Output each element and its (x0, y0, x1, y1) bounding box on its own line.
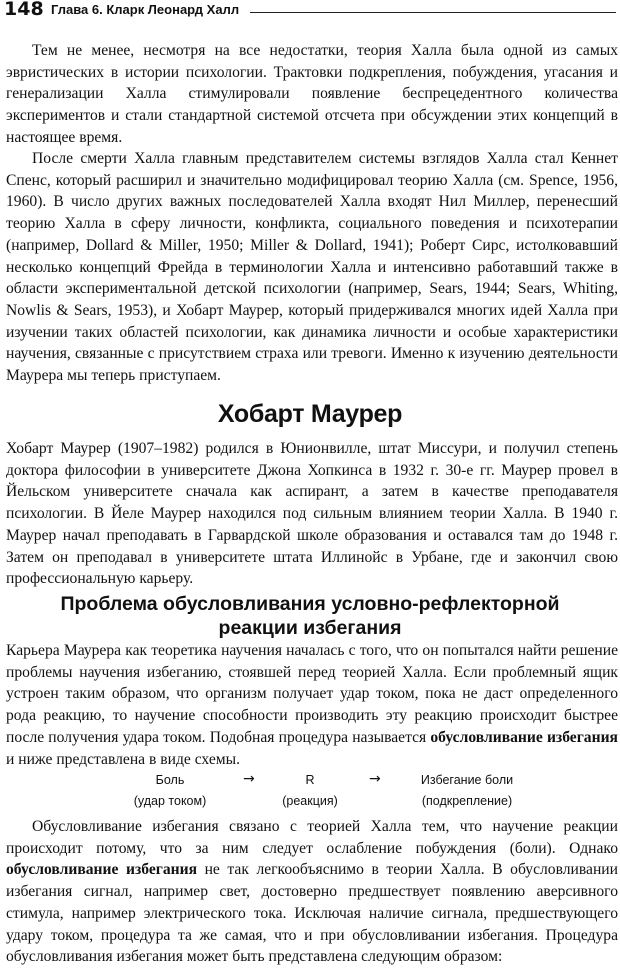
paragraph-4-text2: и ниже представлена в виде схемы. (6, 750, 240, 768)
conditioning-scheme (0, 770, 620, 812)
paragraph-5-text2: не так легкообъяснимо в теории Халла. В обусловливании избегания сигнал, например свет, достоверно предшествует появлению аверсивного стимула, например электрического тока. Исключая наличие сигнала, предшествующего удару током, процедура та же самая, что и при обусловливании избегания. Процедура обусловливания избегания может быть представлена следующим образом: (6, 861, 618, 966)
scheme-item-response-label: R (305, 773, 315, 787)
scheme-item-pain-label: Боль (155, 773, 185, 787)
term-avoidance-conditioning: обусловливание избегания (430, 728, 618, 746)
paragraph-4-text1: Карьера Маурера как теоретика научения началась с того, что он попытался найти решение проблемы научения избеганию, стоявшей перед теорией Халла. Если проблемный ящик устроен таким образом, что организм получает удар током, пока не даст определенного рода реакцию, то научение способности производить эту реакцию происходит быстрее после получения удара током. Подобная процедура называется (6, 642, 618, 746)
scheme-item-avoidance-label: Избегание боли (420, 773, 514, 787)
paragraph-5-text1: Обусловливание избегания связано с теорией Халла тем, что научение реакции происходит потому, что за ним следует ослабление побуждения (боли). Однако (6, 818, 618, 857)
scheme-item-pain-note: (удар током) (133, 794, 207, 808)
arrow-right-icon: → (369, 771, 381, 787)
paragraph-1: Тем не менее, несмотря на все недостатки, теория Халла была одной из самых эвристических в истории психологии. Трактовки подкрепления, побуждения, угасания и генерализации Халла стимулировали появление беспрецедентного количества экспериментов и стали стандартной системой отсчета при обсуждении этих концепций в настоящее время. (6, 42, 618, 146)
paragraph-5 (6, 816, 618, 968)
paragraph-3: Хобарт Маурер (1907–1982) родился в Юнионвилле, штат Миссури, и получил степень доктора философии в университете Джона Хопкинса в 1932 г. 30-е гг. Маурер провел в Йельском университете сначала как аспирант, а затем в качестве преподавателя психологии. В Йеле Маурер находился под сильным влиянием теории Халла. В 1940 г. Маурер начал преподавать в Гарвардской школе образования и оставался там до 1948 г. Затем он преподавал в университете штата Иллинойс в Урбане, где и закончил свою профессиональную карьеру. (6, 440, 618, 588)
scheme-item-avoidance-note: (подкрепление) (421, 794, 513, 808)
scheme-item-response-note: (реакция) (282, 794, 338, 808)
running-head: Глава 6. Кларк Леонард Халл (51, 2, 240, 17)
subsection-title-line2: реакции избегания (218, 617, 402, 639)
page-header (4, 0, 616, 24)
subsection-title-line1: Проблема обусловливания условно-рефлекторной (60, 593, 560, 615)
scheme-item-response (265, 770, 355, 812)
scheme-item-pain (115, 770, 225, 812)
arrow-right-icon: → (243, 771, 255, 787)
section-title: Хобарт Маурер (217, 400, 403, 428)
term-avoidance-conditioning-2: обусловливание избегания (6, 861, 198, 879)
header-rule (250, 12, 616, 13)
paragraph-2: После смерти Халла главным представителем системы взглядов Халла стал Кеннет Спенс, который расширил и значительно модифицировал теорию Халла (см. Spence, 1956, 1960). В число других важных последователей Халла входят Нил Миллер, перенесший теорию Халла в сферу личности, конфликта, социального поведения и психотерапии (например, Dollard & Miller, 1950; Miller & Dollard, 1941); Роберт Сирс, истолковавший несколько концепций Фрейда в терминологии Халла и интенсивно работавший также в области экспериментальной детской психологии (например, Sears, 1944; Sears, Whiting, Nowlis & Sears, 1953), и Хобарт Маурер, который придерживался многих идей Халла при изучении таких областей психологии, как динамика личности и особые характеристики научения, связанные с присутствием страха или тревоги. Именно к изучению деятельности Маурера мы теперь приступаем. (6, 150, 618, 385)
scheme-item-avoidance (392, 770, 542, 812)
paragraph-4 (6, 640, 618, 770)
subsection-title (0, 592, 620, 640)
page-number: 148 (4, 0, 44, 20)
